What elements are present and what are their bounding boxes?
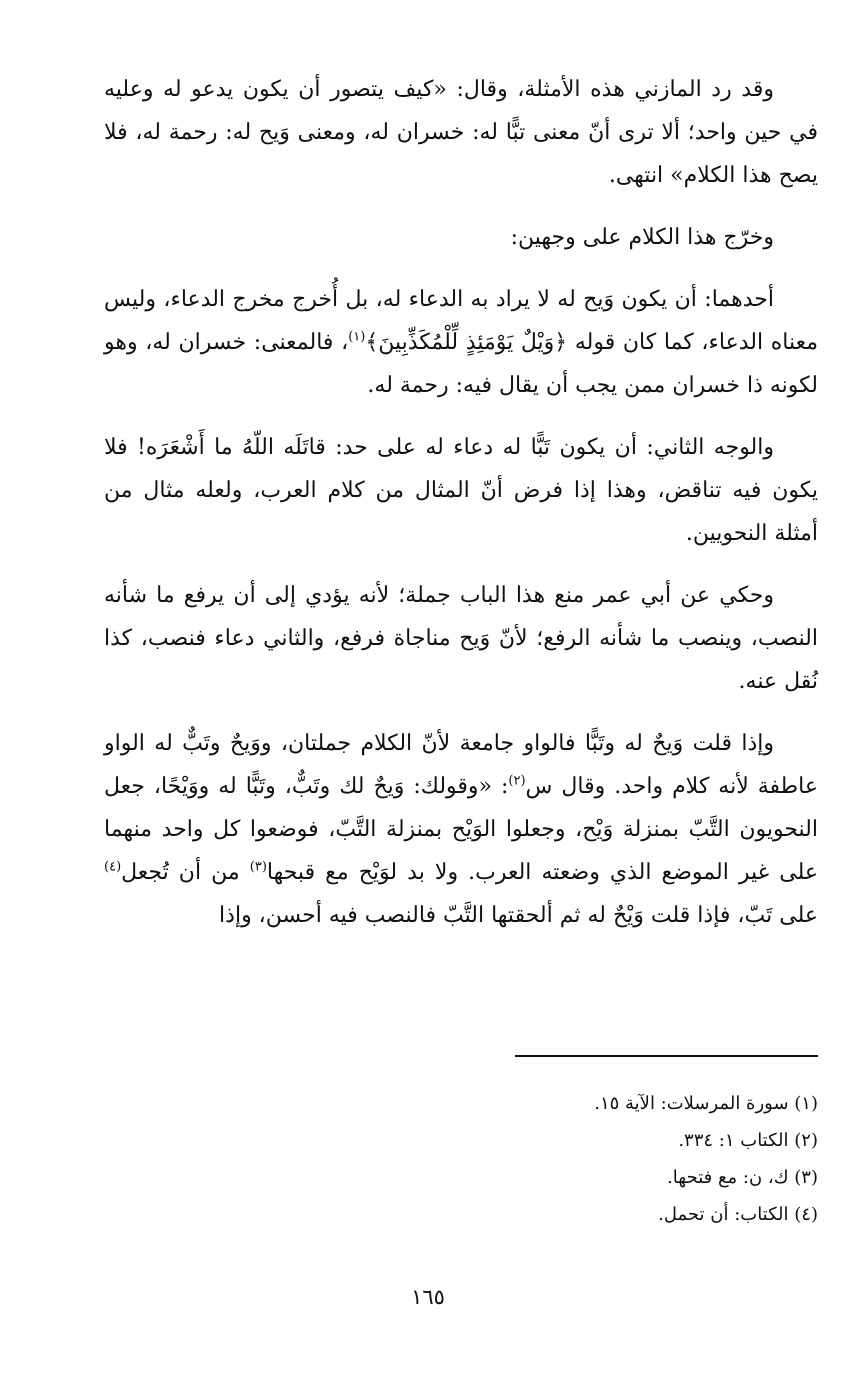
paragraph-3	[104, 278, 818, 407]
footnote-3: (٣) ك، ن: مع فتحها.	[667, 1167, 818, 1188]
paragraph-6	[104, 722, 818, 937]
footnote-ref-3: (٣)	[249, 859, 267, 875]
paragraph-1: وقد رد المازني هذه الأمثلة، وقال: «كيف يتصور أن يكون يدعو له وعليه في حين واحد؛ ألا ترى أنّ معنى تبًّا له: خسران له، ومعنى وَيح له: رحمة له، فلا يصح هذا الكلام» انتهى.	[104, 77, 818, 188]
paragraph-6-part-3: من أن تُجعل	[121, 860, 250, 885]
footnotes	[300, 1085, 818, 1233]
paragraph-6-part-2: : «وقولك: وَيحٌ لك وتَبٌّ، وتَبًّا له ووَيْحًا، جعل النحويون التَّبّ بمنزلة وَيْح، وجعلوا الوَيْح بمنزلة التَّبّ، فوضعوا كل واحد منهما على غير الموضع الذي وضعته العرب. ولا بد لوَيْح مع قبحها	[104, 774, 818, 885]
paragraph-2: وخرّج هذا الكلام على وجهين:	[510, 225, 774, 250]
footnote-ref-2: (٢)	[508, 773, 526, 789]
quran-verse: ﴿وَيْلٌ يَوْمَئِذٍ لِّلْمُكَذِّبِينَ﴾	[365, 330, 568, 355]
main-text	[104, 68, 818, 956]
footnote-4: (٤) الكتاب: أن تحمل.	[658, 1204, 818, 1225]
paragraph-6-part-4: على تَبّ، فإذا قلت وَيْحٌ له ثم ألحقتها التَّبّ فالنصب فيه أحسن، وإذا	[219, 903, 818, 928]
page-number: ١٦٥	[411, 1285, 445, 1309]
footnote-ref-4: (٤)	[104, 859, 122, 875]
footnote-1: (١) سورة المرسلات: الآية ١٥.	[594, 1093, 818, 1114]
footnote-divider	[515, 1055, 818, 1057]
paragraph-4: والوجه الثاني: أن يكون تَبًّا له دعاء له على حد: قاتَلَه اللّهُ ما أَشْعَرَه! فلا يكون فيه تناقض، وهذا إذا فرض أنّ المثال من كلام العرب، ولعله مثال من أمثلة النحويين.	[104, 435, 818, 546]
paragraph-3-text-before: أحدهما: أن يكون وَيح له لا يراد به الدعاء له، بل أُخرج مخرج الدعاء، وليس معناه الدعاء، كما كان قوله	[104, 287, 818, 355]
paragraph-6-part-1: وإذا قلت وَيحٌ له وتَبًّا فالواو جامعة لأنّ الكلام جملتان، ووَيحٌ وتَبٌّ له الواو عاطفة لأنه كلام واحد. وقال س	[104, 731, 818, 799]
paragraph-3-text-after: ، فالمعنى: خسران له، وهو لكونه ذا خسران ممن يجب أن يقال فيه: رحمة له.	[104, 330, 818, 398]
footnote-2: (٢) الكتاب ١: ٣٣٤.	[678, 1130, 818, 1151]
paragraph-5: وحكي عن أبي عمر منع هذا الباب جملة؛ لأنه يؤدي إلى أن يرفع ما شأنه النصب، وينصب ما شأنه الرفع؛ لأنّ وَيح مناجاة فرفع، والثاني دعاء فنصب، كذا نُقل عنه.	[104, 583, 818, 694]
footnote-ref-1: (١)	[348, 329, 366, 345]
